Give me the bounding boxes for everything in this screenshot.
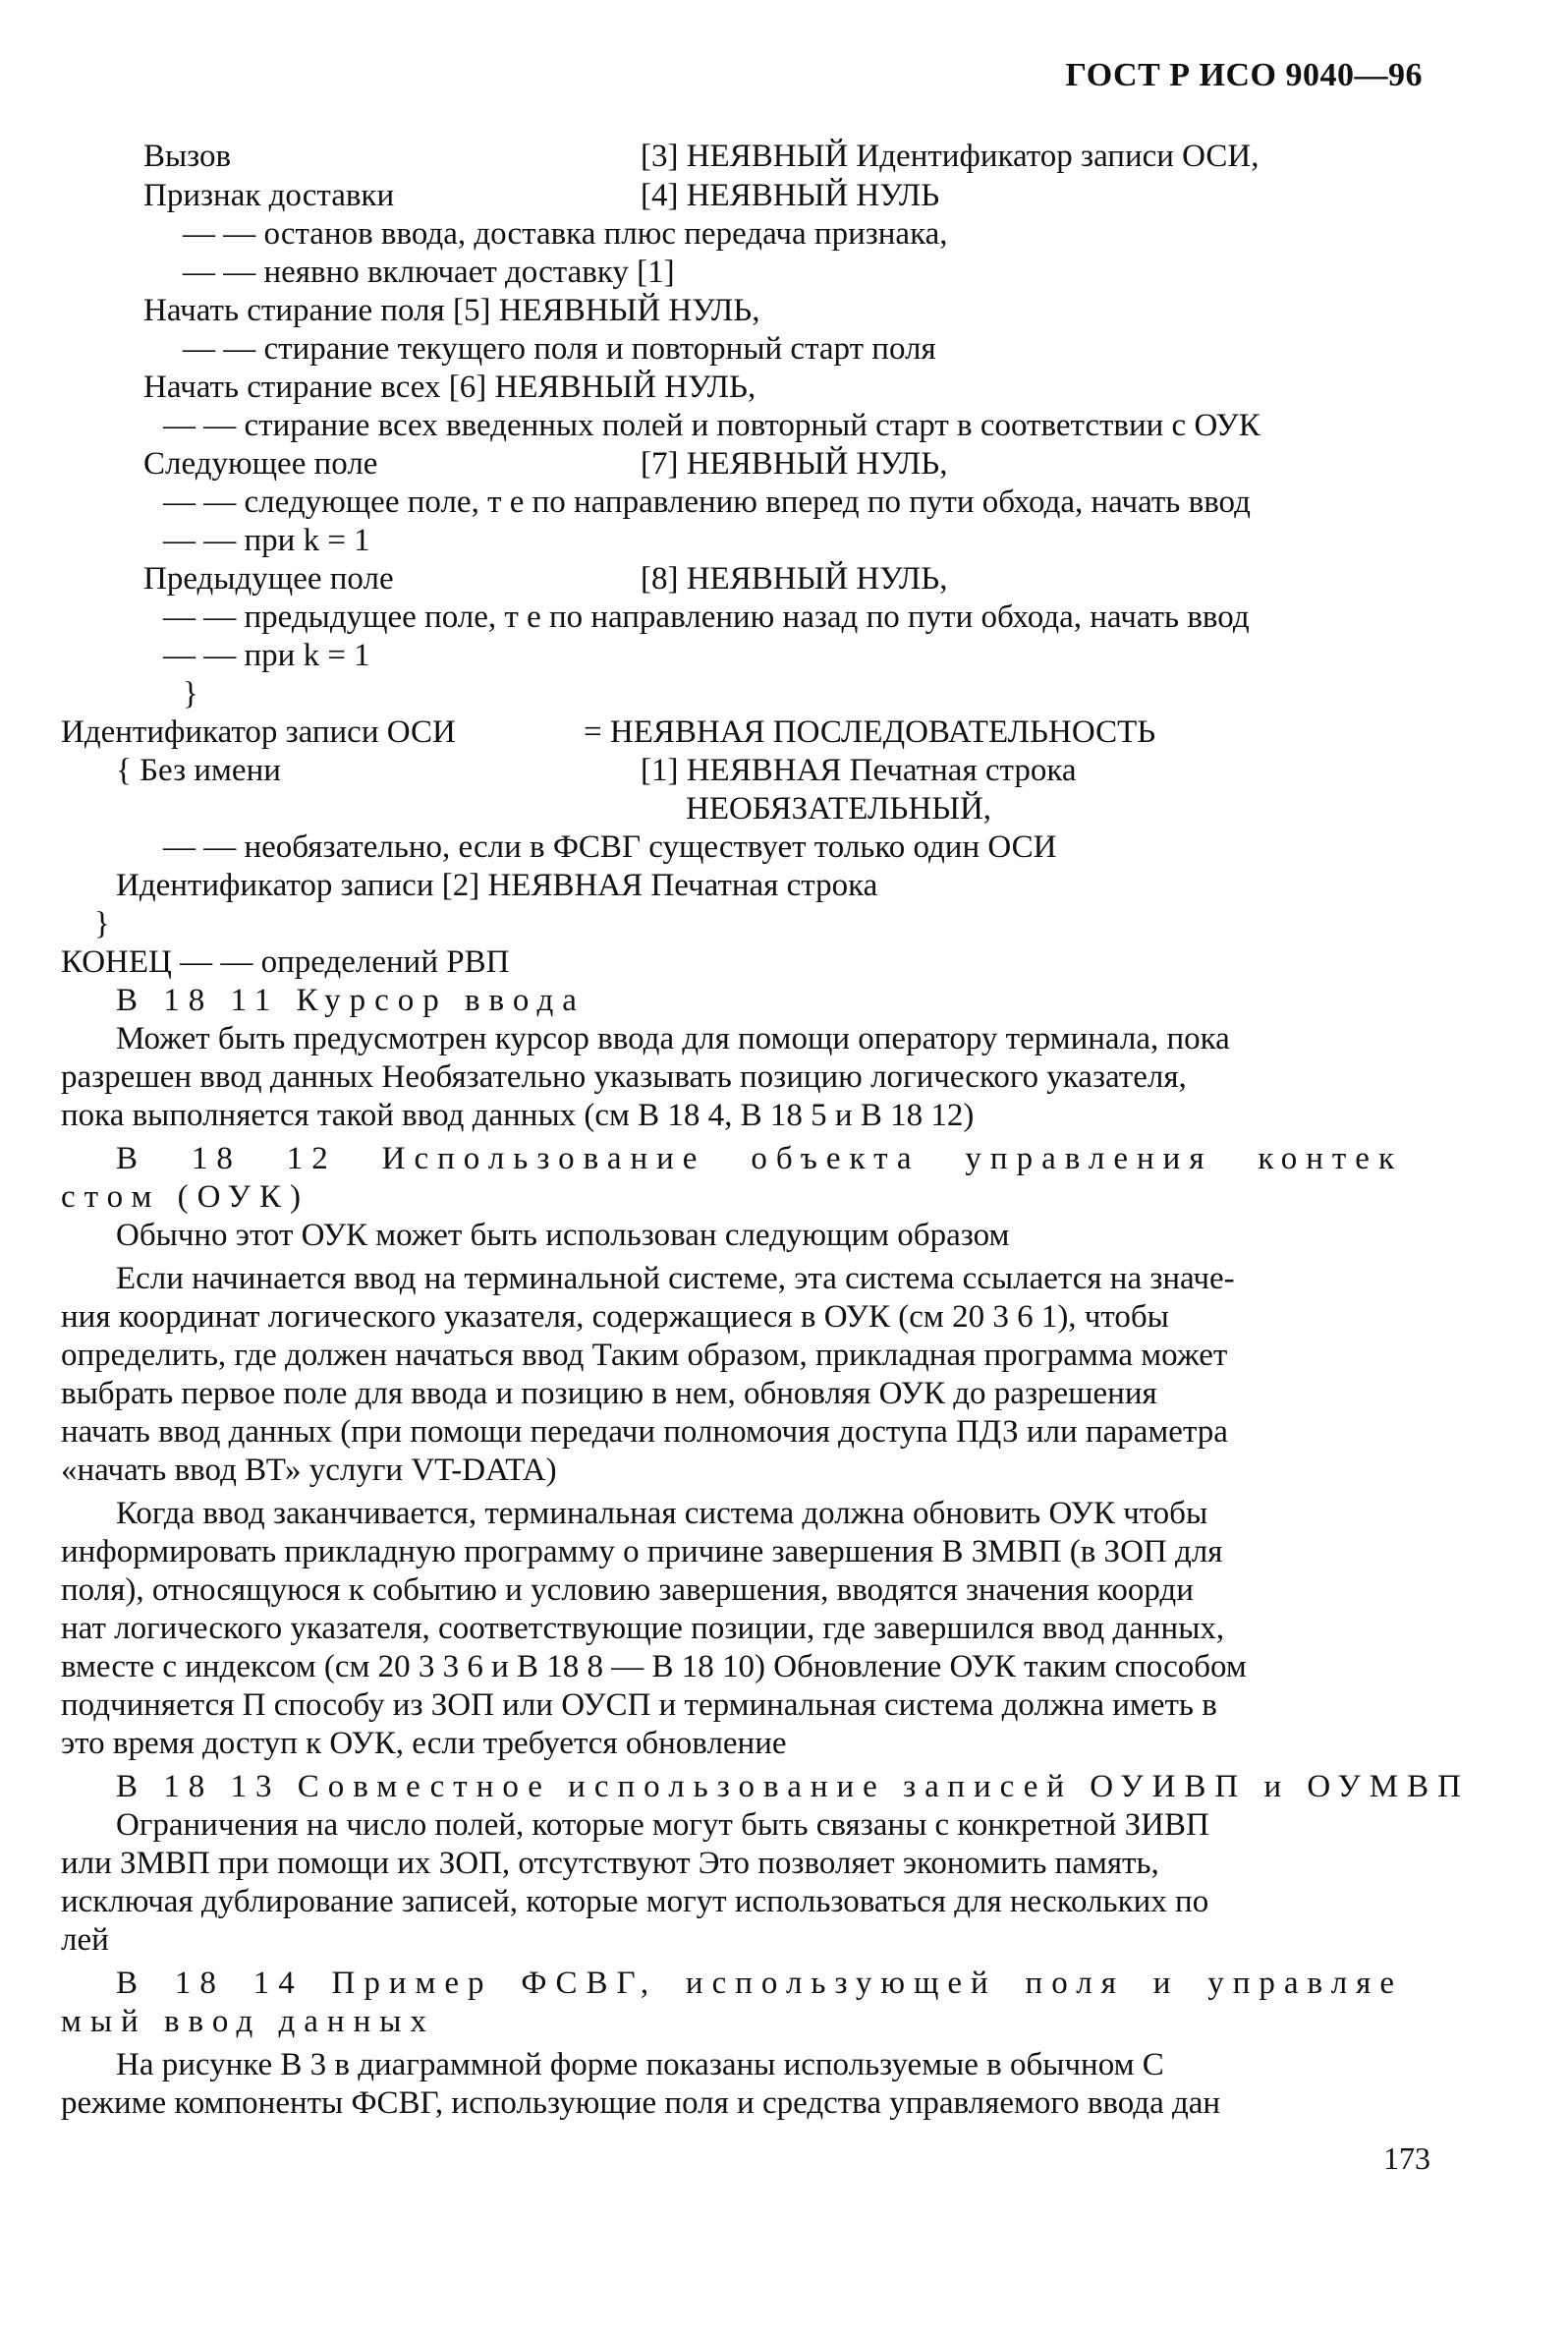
text-line: разрешен ввод данных Необязательно указывать позицию логического указателя, xyxy=(61,1059,1187,1095)
text-line: Начать стирание всех [6] НЕЯВНЫЙ НУЛЬ, xyxy=(143,370,756,405)
text-line: подчиняется П способу из ЗОП или ОУСП и терминальная система должна иметь в xyxy=(61,1687,1217,1723)
text-line: Начать стирание поля [5] НЕЯВНЫЙ НУЛЬ, xyxy=(143,293,760,328)
text-line: } xyxy=(94,906,110,941)
text-line: — — необязательно, если в ФСВГ существует только один ОСИ xyxy=(163,829,1057,865)
standard-header: ГОСТ Р ИСО 9040—96 xyxy=(1065,57,1423,93)
section-heading: мый ввод данных xyxy=(61,2004,435,2039)
text-line: — — следующее поле, т е по направлению вперед по пути обхода, начать ввод xyxy=(163,485,1251,520)
text-line: — — стирание текущего поля и повторный старт поля xyxy=(183,331,936,367)
text-line: — — неявно включает доставку [1] xyxy=(183,255,675,290)
text-line: Ограничения на число полей, которые могут быть связаны с конкретной ЗИВП xyxy=(116,1807,1209,1843)
page-number: 173 xyxy=(1383,2140,1430,2176)
text-line: пока выполняется такой ввод данных (см В 18 4, В 18 5 и В 18 12) xyxy=(61,1098,975,1133)
text-line: нат логического указателя, соответствующие позиции, где завершился ввод данных, xyxy=(61,1611,1225,1646)
text-line: лей xyxy=(61,1922,109,1958)
text-line: КОНЕЦ — — определений РВП xyxy=(61,944,510,980)
text-line: информировать прикладную программу о причине завершения В ЗМВП (в ЗОП для xyxy=(61,1534,1223,1569)
text-line: это время доступ к ОУК, если требуется обновление xyxy=(61,1726,787,1761)
text-line: вместе с индексом (см 20 3 3 6 и В 18 8 — В 18 10) Обновление ОУК таким способом xyxy=(61,1649,1247,1684)
text-line: режиме компоненты ФСВГ, использующие поля и средства управляемого ввода дан xyxy=(61,2085,1221,2121)
text-line: поля), относящуюся к событию и условию завершения, вводятся значения коорди xyxy=(61,1572,1194,1608)
section-heading: В 18 11 Курсор ввода xyxy=(116,983,586,1018)
section-heading: В 18 12 Использование объекта управления контек xyxy=(116,1141,1403,1176)
text-line: Идентификатор записи [2] НЕЯВНАЯ Печатная строка xyxy=(116,868,878,903)
text-line: Когда ввод заканчивается, терминальная система должна обновить ОУК чтобы xyxy=(116,1496,1208,1531)
text-line: или ЗМВП при помощи их ЗОП, отсутствуют Это позволяет экономить память, xyxy=(61,1846,1159,1881)
text-line: { Без имени [1] НЕЯВНАЯ Печатная строка xyxy=(116,753,1077,788)
text-line: ния координат логического указателя, содержащиеся в ОУК (см 20 3 6 1), чтобы xyxy=(61,1299,1169,1335)
section-heading: В 18 13 Совместное использование записей ОУИВП и ОУМВП xyxy=(116,1769,1470,1804)
text-line: — — останов ввода, доставка плюс передача признака, xyxy=(183,216,948,252)
text-line: Обычно этот ОУК может быть использован следующим образом xyxy=(116,1218,1010,1253)
text-line: Следующее поле [7] НЕЯВНЫЙ НУЛЬ, xyxy=(143,446,948,482)
text-line: — — при k = 1 xyxy=(163,638,370,673)
text-line: НЕОБЯЗАТЕЛЬНЫЙ, xyxy=(686,791,992,827)
text-line: — — стирание всех введенных полей и повторный старт в соответствии с ОУК xyxy=(163,408,1260,443)
text-line: Признак доставки [4] НЕЯВНЫЙ НУЛЬ xyxy=(143,178,940,213)
text-line: Вызов [3] НЕЯВНЫЙ Идентификатор записи ОСИ, xyxy=(143,139,1260,174)
text-line: Предыдущее поле [8] НЕЯВНЫЙ НУЛЬ, xyxy=(143,561,948,597)
text-line: исключая дублирование записей, которые могут использоваться для нескольких по xyxy=(61,1884,1209,1919)
text-line: — — при k = 1 xyxy=(163,523,370,558)
text-line: } xyxy=(183,676,198,712)
text-line: выбрать первое поле для ввода и позицию в нем, обновляя ОУК до разрешения xyxy=(61,1376,1157,1411)
text-line: определить, где должен начаться ввод Таким образом, прикладная программа может xyxy=(61,1338,1228,1373)
text-line: начать ввод данных (при помощи передачи полномочия доступа ПДЗ или параметра xyxy=(61,1414,1228,1450)
text-line: Идентификатор записи ОСИ = НЕЯВНАЯ ПОСЛЕДОВАТЕЛЬНОСТЬ xyxy=(61,714,1156,750)
text-line: — — предыдущее поле, т е по направлению назад по пути обхода, начать ввод xyxy=(163,599,1250,635)
text-line: «начать ввод ВТ» услуги VT-DATA) xyxy=(61,1453,557,1488)
text-line: На рисунке В 3 в диаграммной форме показаны используемые в обычном С xyxy=(116,2047,1164,2082)
text-line: Если начинается ввод на терминальной системе, эта система ссылается на значе- xyxy=(116,1261,1235,1296)
text-line: Может быть предусмотрен курсор ввода для помощи оператору терминала, пока xyxy=(116,1021,1230,1056)
section-heading: В 18 14 Пример ФСВГ, использующей поля и управляе xyxy=(116,1966,1403,2001)
section-heading: стом (ОУК) xyxy=(61,1179,309,1215)
